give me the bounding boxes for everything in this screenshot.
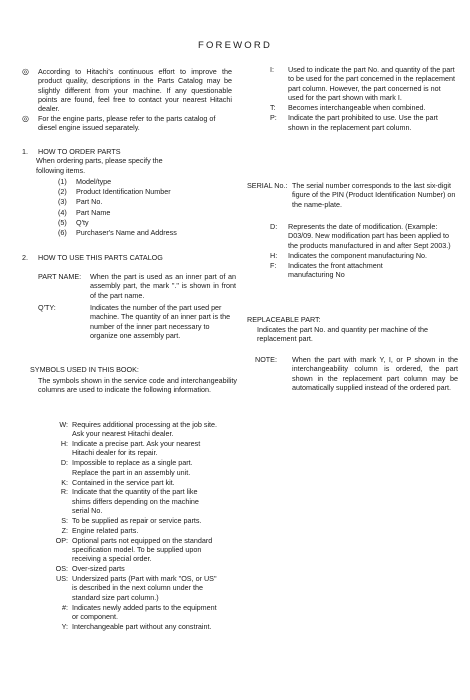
symbol-row: H: Indicates the component manufacturing No. — [270, 250, 428, 260]
def-text: The serial number corresponds to the last six-digit figure of the PIN (Product Identification Number) on the name-plate. — [292, 181, 456, 209]
symbol-row: W: Requires additional processing at the job site. Ask your nearest Hitachi dealer. — [59, 420, 218, 439]
symbol-code: OS: — [55, 564, 68, 574]
symbol-row: I: Used to indicate the part No. and quantity of the part to be used for the part concerned in the replacement part column. However, the part concerned is not used for the part shown with mark I. — [270, 65, 456, 102]
double-circle-icon: ◎ — [22, 114, 29, 123]
symbol-code: #: — [62, 602, 68, 612]
symbol-row: Y: Interchangeable part without any constraint. — [61, 621, 212, 631]
symbol-code: D: — [60, 458, 68, 468]
def-term: PART NAME: — [38, 272, 82, 281]
def-term: SERIAL No.: — [247, 181, 288, 190]
symbol-code: K: — [61, 477, 68, 487]
page-title: FOREWORD — [197, 40, 273, 51]
symbol-code: Z: — [61, 525, 68, 535]
symbol-code: US: — [56, 574, 68, 584]
list-item: (1) Model/type — [58, 177, 112, 186]
def-term: Q'TY: — [38, 303, 56, 312]
symbol-code: H: — [270, 250, 278, 260]
def-part-name — [38, 272, 238, 300]
intro-paragraph: ◎ For the engine parts, please refer to the parts catalog of diesel engine issued separately. — [22, 114, 216, 133]
symbol-row: P: Indicate the part prohibited to use. Use the part shown in the replacement part column. — [270, 113, 438, 132]
symbol-code: I: — [270, 65, 274, 74]
double-circle-icon: ◎ — [22, 67, 29, 76]
symbol-code: D: — [270, 222, 278, 231]
list-item: (6) Purchaser's Name and Address — [58, 227, 177, 237]
replaceable-text: Indicates the part No. and quantity per machine of the replacement part. — [257, 325, 429, 344]
symbol-row: H: Indicate a precise part. Ask your nearest Hitachi dealer for its repair. — [60, 439, 201, 458]
symbol-row: S: To be supplied as repair or service parts. — [61, 515, 202, 525]
symbol-row: OS: Over-sized parts — [55, 564, 125, 574]
symbols-heading: SYMBOLS USED IN THIS BOOK: — [30, 365, 139, 374]
symbol-row: D: Impossible to replace as a single part. Replace the part in an assembly unit. — [60, 458, 193, 477]
section-heading: HOW TO ORDER PARTS — [38, 147, 121, 156]
list-item: (2) Product Identification Number — [58, 187, 171, 197]
right-codes — [260, 65, 460, 133]
symbol-code: T: — [270, 103, 276, 113]
def-qty — [38, 303, 238, 340]
symbol-code: F: — [270, 261, 277, 271]
replaceable-heading: REPLACEABLE PART: — [247, 315, 321, 324]
intro-paragraph: ◎ According to Hitachi's continuous effort to improve the product quality, descriptions in the Parts Catalog may be slightly different from your machine. If any questionable points are found, feel free to contact your nearest Hitachi dealer. — [22, 67, 232, 114]
symbol-row: Z: Engine related parts. — [61, 525, 139, 535]
symbol-row: OP: Optional parts not equipped on the standard specification model. To be supplied upon receiving a special order. — [55, 535, 213, 564]
symbol-row: T: Becomes interchangeable when combined. — [270, 103, 426, 113]
symbol-row: D: Represents the date of modification. (Example: D03/09. New modification part has been applied to the products manufactured in and after Sept 2003.) — [270, 222, 451, 250]
symbol-code: W: — [59, 420, 68, 429]
symbol-row: K: Contained in the service part kit. — [61, 477, 175, 487]
section-heading: HOW TO USE THIS PARTS CATALOG — [38, 253, 163, 262]
symbol-code: S: — [61, 515, 68, 525]
symbol-code: H: — [60, 439, 68, 449]
symbols-intro: The symbols shown in the service code and interchangeability columns are used to indicate the following information. — [38, 376, 237, 395]
symbol-row: #: Indicates newly added parts to the equipment or component. — [62, 602, 217, 621]
symbol-row: US: Undersized parts (Part with mark "OS, or US" is described in the next column under the standard size part column.) — [56, 574, 217, 602]
symbol-code: R: — [60, 487, 68, 497]
symbols-list — [50, 420, 240, 632]
def-text: Indicates the number of the part used per machine. The quantity of an inner part is the number of the inner part necessary to organize one assembly part. — [90, 303, 231, 340]
right-codes-2 — [260, 222, 460, 281]
list-item: (4) Part Name — [58, 207, 111, 217]
note — [255, 355, 461, 392]
note-label: NOTE: — [255, 355, 277, 364]
symbol-code: OP: — [55, 535, 68, 545]
section-1 — [22, 147, 237, 175]
list-item: (5) Q'ty — [58, 217, 89, 227]
note-text: When the part with mark Y, I, or P shown in the interchangeability column is ordered, the part shown in the replacement part column may be automatically supplied instead of the ordered part. — [292, 355, 458, 392]
symbol-code: Y: — [61, 621, 68, 631]
symbol-code: P: — [270, 113, 277, 123]
order-items-list — [58, 177, 238, 238]
symbol-row: F: Indicates the front attachment manufacturing No — [270, 261, 383, 280]
symbol-row: R: Indicate that the quantity of the part like shims differs depending on the machine serial No. — [60, 487, 199, 516]
def-text: When the part is used as an inner part of an assembly part, the mark "." is shown in front of the part name. — [90, 272, 236, 300]
section-number: 2. — [22, 253, 28, 262]
section-text: When ordering parts, please specify the following items. — [36, 156, 163, 175]
section-number: 1. — [22, 147, 28, 156]
list-item: (3) Part No. — [58, 197, 103, 207]
serial-def — [247, 181, 459, 209]
section-2-heading — [22, 253, 163, 262]
